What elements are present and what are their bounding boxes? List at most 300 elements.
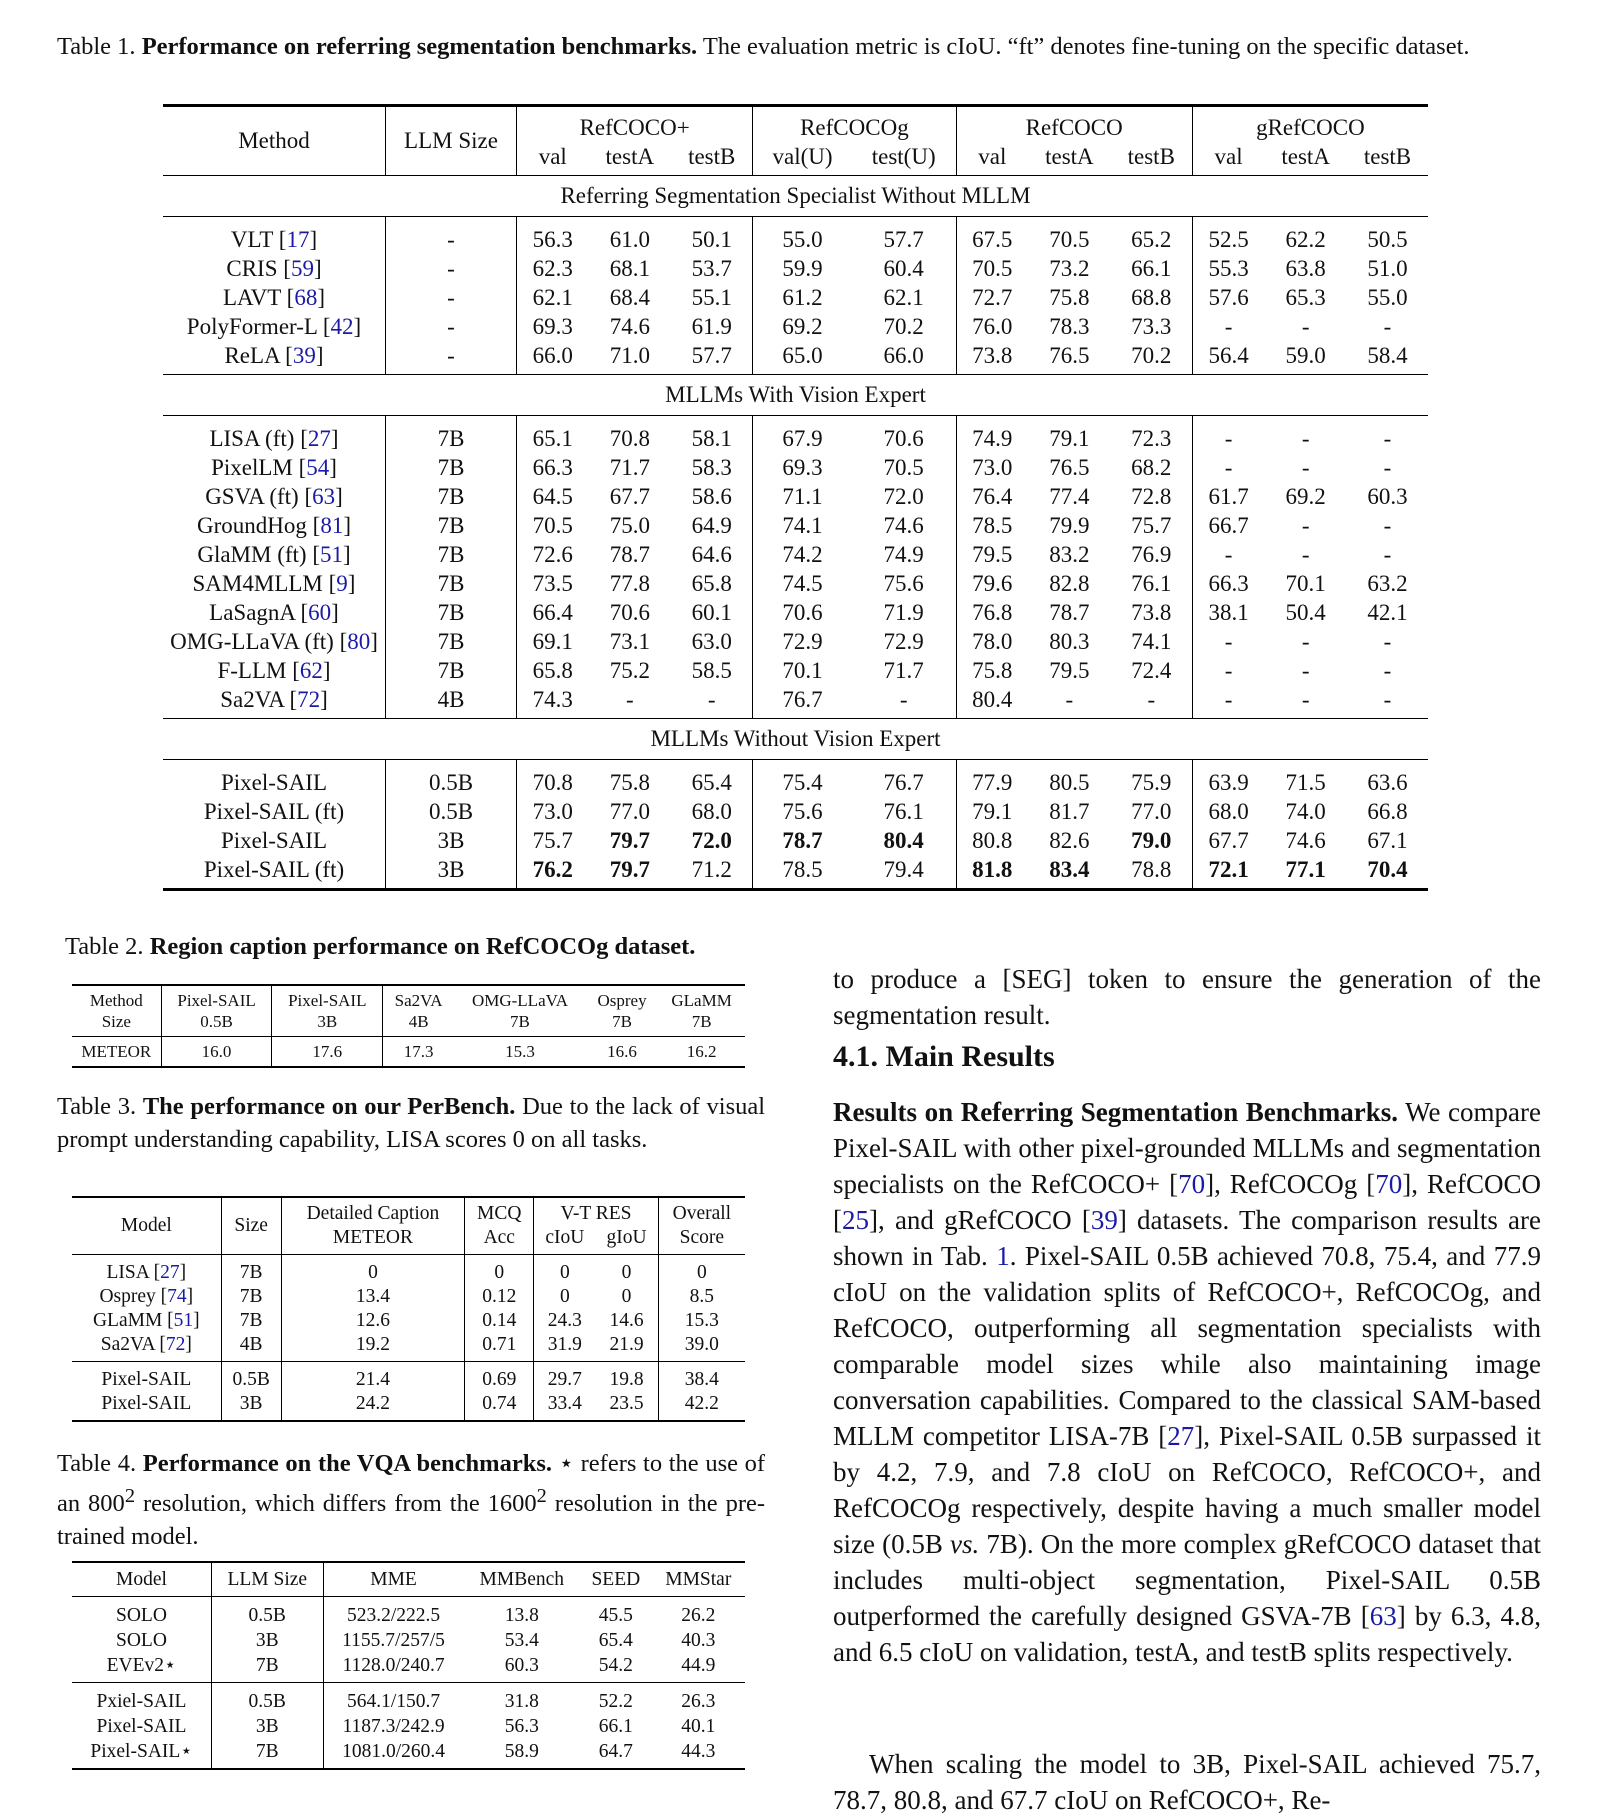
value-cell: 80.4 <box>883 827 924 853</box>
model-name: OMG-LLaVA <box>454 985 586 1011</box>
value-cell: 15.3 <box>454 1037 586 1068</box>
value-cell: 0.5B <box>211 1683 323 1715</box>
header-dataset-group: RefCOCO <box>956 106 1192 143</box>
method-name-cell: GLaMM [51] <box>92 1310 200 1331</box>
value-cell: 71.7 <box>883 657 924 683</box>
value-cell: 80.3 <box>1049 628 1090 654</box>
value-cell: 75.6 <box>753 797 852 826</box>
value-cell: 77.4 <box>1049 483 1090 509</box>
table4-sup-2: 2 <box>536 1485 547 1507</box>
value-cell: 61.7 <box>1192 482 1264 511</box>
value-cell: 72.1 <box>1192 855 1264 890</box>
table-row <box>163 656 1428 685</box>
citation-link[interactable]: 63 <box>312 483 336 509</box>
header-split: val <box>956 142 1028 176</box>
value-cell: 76.5 <box>1049 454 1090 480</box>
citation-link[interactable]: 51 <box>319 541 343 567</box>
value-cell: 29.7 <box>534 1362 595 1393</box>
value-cell: 78.7 <box>609 541 650 567</box>
value-cell: 69.2 <box>753 312 852 341</box>
value-cell: - <box>1301 512 1310 538</box>
table-link[interactable]: 1 <box>996 1241 1010 1271</box>
value-cell: 73.3 <box>1131 313 1172 339</box>
value-cell: 68.4 <box>609 284 650 310</box>
value-cell: 60.1 <box>691 599 732 625</box>
value-cell: 55.1 <box>691 284 732 310</box>
value-cell: - <box>1301 454 1310 480</box>
model-name: EVEv2⋆ <box>72 1653 211 1683</box>
value-cell: 77.0 <box>1131 798 1172 824</box>
size-cell: 4B <box>221 1333 281 1362</box>
value-cell: 44.9 <box>652 1653 745 1683</box>
value-cell: 60.4 <box>883 255 924 281</box>
value-cell: 71.9 <box>883 599 924 625</box>
value-cell: 64.7 <box>580 1739 652 1769</box>
header-split: testB <box>1111 142 1193 176</box>
table-row <box>72 1285 745 1309</box>
value-cell: 59.9 <box>753 254 852 283</box>
llm-size-cell: 3B <box>386 855 517 890</box>
value-cell: 33.4 <box>534 1392 595 1421</box>
method-name-cell: LISA (ft) [27] <box>209 425 339 451</box>
method-name: GSVA (ft) <box>205 483 299 509</box>
value-cell: 53.7 <box>691 255 732 281</box>
value-cell: 64.6 <box>691 541 732 567</box>
value-cell: 62.1 <box>883 284 924 310</box>
value-cell: 40.1 <box>681 1716 716 1737</box>
value-cell: 62.3 <box>517 254 589 283</box>
header-split: testA <box>1264 142 1347 176</box>
value-cell: 79.7 <box>589 855 672 890</box>
model-name: Pixel-SAIL <box>272 985 383 1011</box>
value-cell: 16.0 <box>161 1037 272 1068</box>
value-cell: 15.3 <box>658 1309 745 1333</box>
table2-header-row <box>72 985 745 1011</box>
value-cell: 78.7 <box>753 826 852 855</box>
llm-size-cell: 7B <box>386 416 517 454</box>
value-cell: 65.8 <box>517 656 589 685</box>
value-cell: 69.2 <box>1285 483 1326 509</box>
value-cell: 72.0 <box>883 483 924 509</box>
value-cell: 57.7 <box>671 341 753 375</box>
value-cell: 7B <box>211 1739 323 1769</box>
value-cell: 75.8 <box>609 769 650 795</box>
value-cell: 17.3 <box>383 1037 454 1068</box>
table3-header-row <box>72 1197 745 1226</box>
table-row <box>163 627 1428 656</box>
value-cell: 65.1 <box>517 416 589 454</box>
model-name: GLaMM <box>658 985 745 1011</box>
method-name: Sa2VA <box>100 1334 155 1355</box>
citation-link[interactable]: 59 <box>290 255 314 281</box>
value-cell: 70.5 <box>956 254 1028 283</box>
header-split: test(U) <box>852 142 956 176</box>
value-cell: 59.0 <box>1264 341 1347 375</box>
value-cell: 71.1 <box>753 482 852 511</box>
table-row <box>72 1714 745 1739</box>
table-row <box>163 217 1428 255</box>
citation-link[interactable]: 60 <box>308 599 332 625</box>
method-name-cell: SAM4MLLM [9] <box>192 570 356 596</box>
value-cell: 63.2 <box>1367 570 1408 596</box>
value-cell: 70.6 <box>609 599 650 625</box>
value-cell: 68.2 <box>1131 454 1172 480</box>
value-cell: 78.5 <box>956 511 1028 540</box>
value-cell: 66.4 <box>517 598 589 627</box>
value-cell: 38.4 <box>658 1362 745 1393</box>
value-cell: - <box>852 685 956 719</box>
value-cell: 71.5 <box>1285 769 1326 795</box>
value-cell: 72.6 <box>517 540 589 569</box>
citation-link[interactable]: 81 <box>320 512 344 538</box>
header-cell: SEED <box>580 1562 652 1597</box>
model-name: Pixel-SAIL <box>96 1716 187 1737</box>
value-cell: 70.8 <box>517 760 589 798</box>
value-cell: 74.9 <box>883 541 924 567</box>
value-cell: 58.4 <box>1347 341 1428 375</box>
value-cell: 71.2 <box>671 855 753 890</box>
value-cell: - <box>1383 454 1392 480</box>
value-cell: 52.5 <box>1192 217 1264 255</box>
table-row <box>72 1683 745 1715</box>
value-cell: 72.4 <box>1131 657 1172 683</box>
size-cell: 7B <box>221 1309 281 1333</box>
header-score: Score <box>658 1226 745 1255</box>
table1-header-row <box>163 106 1428 143</box>
value-cell: 61.9 <box>691 313 732 339</box>
table-row <box>72 1597 745 1629</box>
value-cell: 75.8 <box>1049 284 1090 310</box>
method-name-cell <box>72 1392 221 1421</box>
value-cell: 71.7 <box>609 454 650 480</box>
value-cell: 70.1 <box>1285 570 1326 596</box>
value-cell: 0.71 <box>465 1333 534 1362</box>
citation-link[interactable]: 27 <box>307 425 331 451</box>
header-meteor: METEOR <box>281 1226 464 1255</box>
text-segment: ], RefCOCOg [ <box>1205 1169 1376 1199</box>
value-cell: - <box>1383 541 1392 567</box>
value-cell: 38.1 <box>1192 598 1264 627</box>
model-size: 4B <box>383 1011 454 1037</box>
table4 <box>72 1561 745 1770</box>
table-row <box>163 826 1428 855</box>
method-name: LAVT <box>222 284 281 310</box>
table-row <box>163 797 1428 826</box>
section-title: MLLMs Without Vision Expert <box>163 719 1428 760</box>
value-cell: 78.0 <box>956 627 1028 656</box>
header-cell: LLM Size <box>211 1562 323 1597</box>
citation-link[interactable]: 74 <box>167 1286 187 1307</box>
value-cell: 0.14 <box>465 1309 534 1333</box>
table4-sup-1: 2 <box>124 1485 136 1507</box>
value-cell: 79.5 <box>1049 657 1090 683</box>
header-cell: MME <box>323 1562 463 1597</box>
table-row <box>72 1653 745 1683</box>
value-cell: 74.6 <box>883 512 924 538</box>
value-cell: 70.2 <box>883 313 924 339</box>
value-cell: 66.8 <box>1367 798 1408 824</box>
value-cell: 58.1 <box>691 425 732 451</box>
model-size: 7B <box>454 1011 586 1037</box>
llm-size-cell: 3B <box>386 826 517 855</box>
model-name: Sa2VA <box>383 985 454 1011</box>
value-cell: 56.3 <box>504 1716 539 1737</box>
table4-caption-text-2: resolution, which differs from the 1600 <box>135 1490 537 1518</box>
value-cell: - <box>1301 628 1310 654</box>
table-row <box>163 312 1428 341</box>
method-name: ReLA <box>224 342 280 368</box>
table3-caption-text: Due to the lack of visual prompt understanding capability, LISA scores 0 on all tasks. <box>57 1093 766 1153</box>
value-cell: 63.6 <box>1367 769 1408 795</box>
value-cell: - <box>1192 312 1264 341</box>
table-row <box>163 283 1428 312</box>
table1-caption-text: The evaluation metric is cIoU. “ft” denotes fine-tuning on the specific dataset. <box>702 33 1470 60</box>
method-name: Pixel-SAIL <box>220 827 328 853</box>
value-cell: 80.5 <box>1049 769 1090 795</box>
value-cell: 78.7 <box>1049 599 1090 625</box>
citation-link[interactable]: 63 <box>1369 1601 1397 1631</box>
value-cell: 67.5 <box>956 217 1028 255</box>
value-cell: - <box>1301 541 1310 567</box>
citation-link[interactable]: 70 <box>1178 1169 1206 1199</box>
value-cell: 1187.3/242.9 <box>323 1714 463 1739</box>
section-title-row <box>163 176 1428 217</box>
citation-link[interactable]: 80 <box>347 628 371 654</box>
section-heading: 4.1. Main Results <box>833 1040 1055 1073</box>
value-cell: 65.3 <box>1285 284 1326 310</box>
value-cell: 73.8 <box>1131 599 1172 625</box>
value-cell: 73.2 <box>1049 255 1090 281</box>
citation-link[interactable]: 9 <box>336 570 348 596</box>
table1-title: Performance on referring segmentation benchmarks. <box>141 33 698 60</box>
table-row <box>72 1333 745 1362</box>
value-cell: - <box>1192 453 1264 482</box>
method-name-cell: LAVT [68] <box>222 284 326 310</box>
metric-label: METEOR <box>72 1037 161 1068</box>
value-cell: 75.8 <box>956 656 1028 685</box>
value-cell: 16.6 <box>586 1037 658 1068</box>
value-cell: 65.4 <box>598 1630 633 1651</box>
model-size: 7B <box>658 1011 745 1037</box>
value-cell: 0 <box>281 1255 464 1286</box>
value-cell: 564.1/150.7 <box>323 1683 463 1715</box>
citation-link[interactable]: 72 <box>165 1334 186 1355</box>
value-cell: 72.3 <box>1131 425 1172 451</box>
value-cell: 78.8 <box>1111 855 1193 890</box>
results-paragraph-title: Results on Referring Segmentation Benchmarks. <box>833 1097 1399 1127</box>
value-cell: 80.8 <box>956 826 1028 855</box>
value-cell: 66.3 <box>517 453 589 482</box>
value-cell: 83.4 <box>1028 855 1111 890</box>
value-cell: 76.2 <box>517 855 589 890</box>
header-method: Method <box>72 985 161 1011</box>
value-cell: 79.9 <box>1049 512 1090 538</box>
citation-link[interactable]: 17 <box>286 226 310 252</box>
table1-label: Table 1. <box>57 33 136 60</box>
llm-size-cell: 7B <box>386 569 517 598</box>
citation-link[interactable]: 62 <box>299 657 323 683</box>
value-cell: 58.3 <box>691 454 732 480</box>
table-row <box>163 482 1428 511</box>
value-cell: 0.74 <box>465 1392 534 1421</box>
method-name-cell: Osprey [74] <box>99 1286 194 1307</box>
value-cell: 76.8 <box>956 598 1028 627</box>
value-cell: - <box>671 685 753 719</box>
value-cell: 68.8 <box>1131 284 1172 310</box>
method-name: Pixel-SAIL <box>101 1393 192 1414</box>
value-cell: 51.0 <box>1367 255 1408 281</box>
llm-size-cell: - <box>386 217 517 255</box>
value-cell: 66.0 <box>852 341 956 375</box>
value-cell: 74.6 <box>1285 827 1326 853</box>
size-cell: 0.5B <box>221 1362 281 1393</box>
value-cell: 75.9 <box>1131 769 1172 795</box>
value-cell: - <box>1192 685 1264 719</box>
table3 <box>72 1196 745 1422</box>
text-segment: ] datasets. The comparison results are shown in Tab. <box>833 1205 1541 1271</box>
llm-size-cell: 0.5B <box>386 797 517 826</box>
table4-label: Table 4. <box>57 1450 137 1477</box>
section-title-row <box>163 719 1428 760</box>
value-cell: 40.3 <box>681 1630 716 1651</box>
llm-size-cell: 7B <box>386 656 517 685</box>
value-cell: 74.5 <box>753 569 852 598</box>
value-cell: 0 <box>621 1262 632 1283</box>
value-cell: 67.7 <box>1192 826 1264 855</box>
table-row <box>163 760 1428 798</box>
method-name: Pixel-SAIL (ft) <box>203 856 345 882</box>
method-name-cell: PolyFormer-L [42] <box>186 313 362 339</box>
value-cell: 79.0 <box>1131 827 1172 853</box>
table2-size-row <box>72 1011 745 1037</box>
citation-link[interactable]: 51 <box>173 1310 194 1331</box>
value-cell: 74.1 <box>753 511 852 540</box>
value-cell: 50.5 <box>1367 226 1408 252</box>
table4-title: Performance on the VQA benchmarks. <box>142 1450 552 1477</box>
value-cell: 78.3 <box>1049 313 1090 339</box>
value-cell: - <box>1192 627 1264 656</box>
value-cell: - <box>589 685 672 719</box>
value-cell: 56.4 <box>1192 341 1264 375</box>
table3-title: The performance on our PerBench. <box>142 1093 516 1120</box>
llm-size-cell: - <box>386 254 517 283</box>
value-cell: 53.4 <box>504 1630 539 1651</box>
value-cell: 58.9 <box>464 1739 581 1769</box>
table-row <box>163 254 1428 283</box>
value-cell: 55.0 <box>1367 284 1408 310</box>
method-name-cell: GroundHog [81] <box>197 512 351 538</box>
value-cell: - <box>1383 628 1392 654</box>
size-cell: 7B <box>221 1255 281 1286</box>
header-acc: Acc <box>465 1226 534 1255</box>
value-cell: 65.4 <box>691 769 732 795</box>
llm-size-cell: 4B <box>386 685 517 719</box>
value-cell: 75.2 <box>609 657 650 683</box>
value-cell: 79.1 <box>956 797 1028 826</box>
value-cell: 67.7 <box>609 483 650 509</box>
value-cell: 1155.7/257/5 <box>323 1628 463 1653</box>
method-name-cell: F-LLM [62] <box>217 657 331 683</box>
header-split: val <box>1192 142 1264 176</box>
results-paragraph <box>833 1094 1541 1670</box>
value-cell: 68.0 <box>1192 797 1264 826</box>
model-size: 3B <box>272 1011 383 1037</box>
header-dataset-group: gRefCOCO <box>1192 106 1428 143</box>
table-row <box>72 1362 745 1393</box>
citation-link[interactable]: 25 <box>842 1205 869 1235</box>
method-name-cell: PixelLM [54] <box>211 454 337 480</box>
citation-link[interactable]: 39 <box>292 342 316 368</box>
value-cell: 76.7 <box>883 769 924 795</box>
value-cell: 70.6 <box>753 598 852 627</box>
value-cell: 64.9 <box>691 512 732 538</box>
method-name: GLaMM <box>92 1310 163 1331</box>
value-cell: 77.9 <box>956 760 1028 798</box>
table-row <box>163 416 1428 454</box>
value-cell: 64.5 <box>517 482 589 511</box>
value-cell: 75.7 <box>1131 512 1172 538</box>
citation-link[interactable]: 72 <box>297 686 321 712</box>
value-cell: 70.8 <box>609 425 650 451</box>
value-cell: 26.2 <box>681 1605 716 1626</box>
header-method: Method <box>163 106 386 176</box>
table2 <box>72 984 745 1068</box>
value-cell: 12.6 <box>281 1309 464 1333</box>
method-name: GlaMM (ft) <box>197 541 307 567</box>
llm-size-cell: 7B <box>386 627 517 656</box>
value-cell: 44.3 <box>652 1739 745 1769</box>
value-cell: 0 <box>534 1255 595 1286</box>
value-cell: 74.2 <box>753 540 852 569</box>
header-overall: Overall <box>658 1197 745 1226</box>
citation-link[interactable]: 54 <box>306 454 330 480</box>
llm-size-cell: - <box>386 341 517 375</box>
value-cell: 1128.0/240.7 <box>323 1653 463 1683</box>
value-cell: - <box>1347 685 1428 719</box>
value-cell: 74.1 <box>1131 628 1172 654</box>
value-cell: 70.1 <box>753 656 852 685</box>
model-name: Pixel-SAIL <box>161 985 272 1011</box>
value-cell: 66.7 <box>1192 511 1264 540</box>
citation-link[interactable]: 70 <box>1375 1169 1403 1199</box>
citation-link[interactable]: 68 <box>294 284 318 310</box>
citation-link[interactable]: 27 <box>160 1262 180 1283</box>
value-cell: 76.4 <box>956 482 1028 511</box>
value-cell: 80.4 <box>956 685 1028 719</box>
value-cell: 63.0 <box>691 628 732 654</box>
value-cell: 55.3 <box>1192 254 1264 283</box>
table3-caption <box>57 1090 765 1156</box>
value-cell: 58.5 <box>691 657 732 683</box>
method-name: Osprey <box>99 1286 156 1307</box>
table4-caption-text-3: resolution in the pre-trained model. <box>57 1490 766 1551</box>
value-cell: 72.8 <box>1131 483 1172 509</box>
value-cell: 76.1 <box>1131 570 1172 596</box>
value-cell: 58.6 <box>691 483 732 509</box>
model-name: Pxiel-SAIL <box>96 1691 187 1712</box>
size-cell: 3B <box>221 1392 281 1421</box>
citation-link[interactable]: 27 <box>1167 1421 1195 1451</box>
citation-link[interactable]: 42 <box>330 313 354 339</box>
table-row <box>163 540 1428 569</box>
citation-link[interactable]: 39 <box>1090 1205 1118 1235</box>
method-name-cell <box>163 826 386 855</box>
value-cell: 73.5 <box>517 569 589 598</box>
value-cell: 62.1 <box>517 283 589 312</box>
section-title: Referring Segmentation Specialist Without MLLM <box>163 176 1428 217</box>
value-cell: 75.7 <box>517 826 589 855</box>
value-cell: 70.6 <box>883 425 924 451</box>
